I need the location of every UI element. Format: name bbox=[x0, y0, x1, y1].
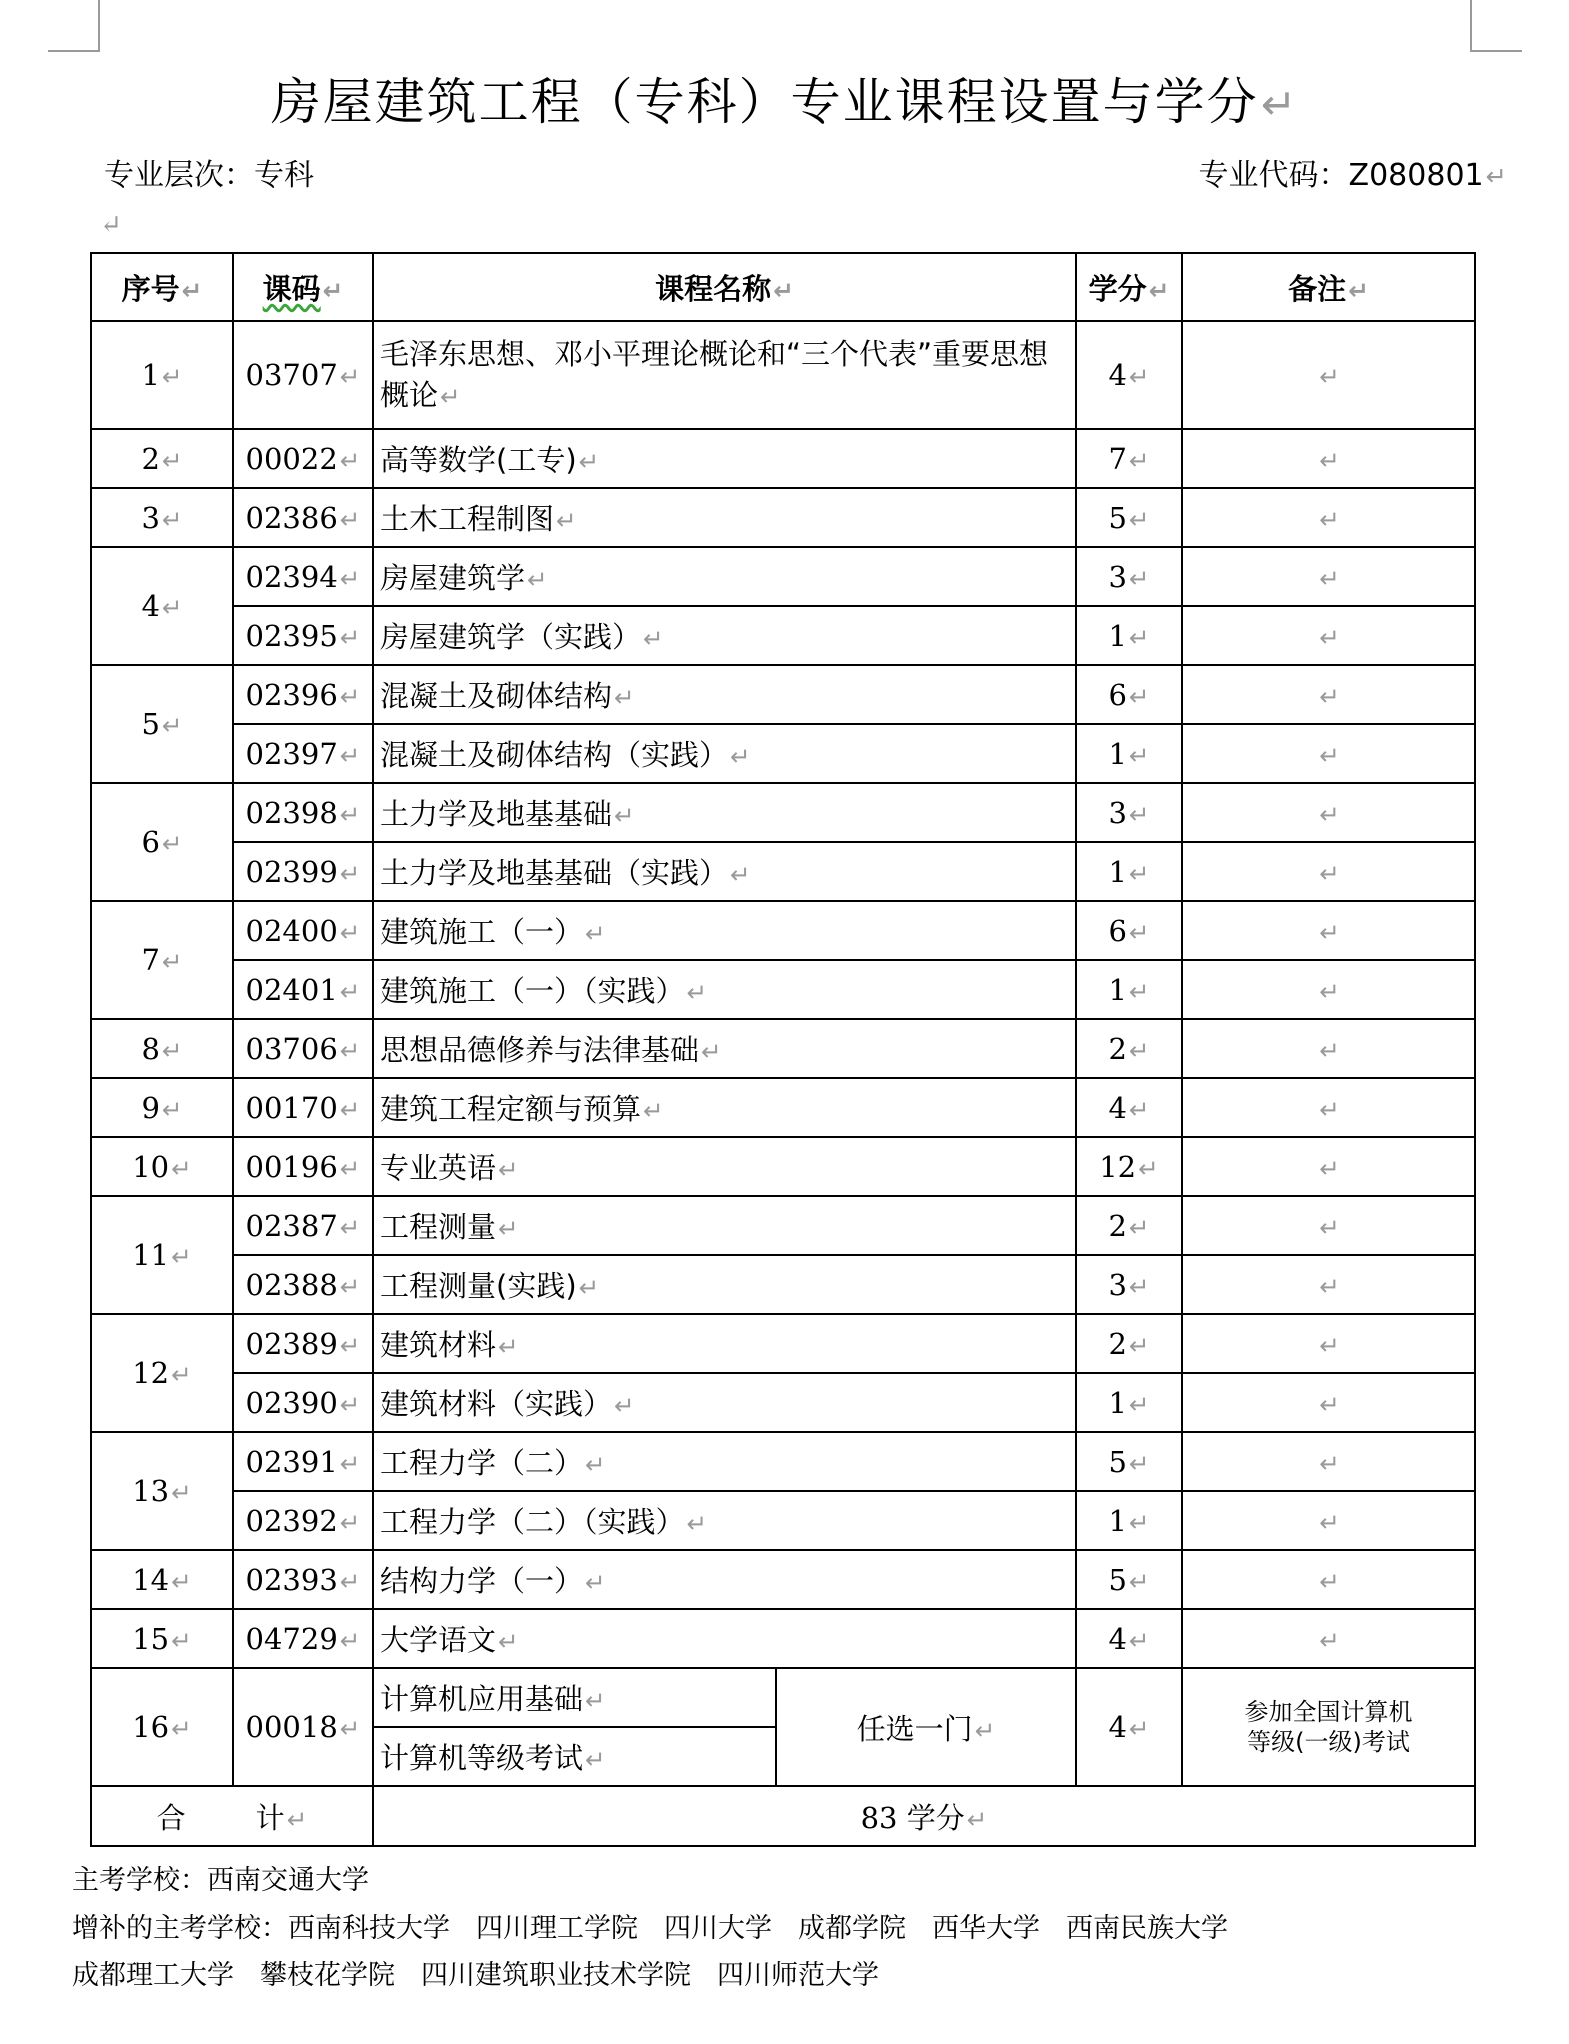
row-code: 04729↵ bbox=[233, 1609, 373, 1668]
row-seq: 4↵ bbox=[91, 547, 233, 665]
row-code: 02396↵ bbox=[233, 665, 373, 724]
row-course-name: 土木工程制图↵ bbox=[373, 488, 1076, 547]
row-credit: 5↵ bbox=[1076, 1432, 1182, 1491]
table-row bbox=[91, 1314, 1475, 1373]
row-code: 02400↵ bbox=[233, 901, 373, 960]
row-seq: 8↵ bbox=[91, 1019, 233, 1078]
row-choice: 任选一门↵ bbox=[776, 1668, 1076, 1786]
row-credit: 1↵ bbox=[1076, 724, 1182, 783]
table-row bbox=[91, 724, 1475, 783]
major-code: 专业代码：Z080801↵ bbox=[1198, 158, 1507, 193]
table-row bbox=[91, 901, 1475, 960]
paragraph-mark: ↵ bbox=[100, 210, 122, 240]
row-code: 02395↵ bbox=[233, 606, 373, 665]
row-code: 02394↵ bbox=[233, 547, 373, 606]
total-credits: 83 学分↵ bbox=[373, 1786, 1475, 1846]
row-credit: 4↵ bbox=[1076, 1609, 1182, 1668]
row-seq: 9↵ bbox=[91, 1078, 233, 1137]
row-code: 00018↵ bbox=[233, 1668, 373, 1786]
table-row bbox=[91, 1373, 1475, 1432]
row-course-name: 专业英语↵ bbox=[373, 1137, 1076, 1196]
page-corner-mark-right bbox=[1470, 0, 1522, 52]
row-credit: 2↵ bbox=[1076, 1196, 1182, 1255]
row-option-2: 计算机等级考试↵ bbox=[373, 1727, 776, 1786]
table-row bbox=[91, 1078, 1475, 1137]
row-remark: ↵ bbox=[1182, 960, 1475, 1019]
school-name: 四川建筑职业技术学院 bbox=[421, 1960, 691, 1991]
table-row bbox=[91, 1668, 1475, 1727]
row-course-name: 工程测量↵ bbox=[373, 1196, 1076, 1255]
row-seq: 15↵ bbox=[91, 1609, 233, 1668]
table-row bbox=[91, 1432, 1475, 1491]
header-seq: 序号↵ bbox=[91, 253, 233, 321]
row-course-name: 土力学及地基基础↵ bbox=[373, 783, 1076, 842]
row-seq: 6↵ bbox=[91, 783, 233, 901]
row-course-name: 思想品德修养与法律基础↵ bbox=[373, 1019, 1076, 1078]
row-credit: 6↵ bbox=[1076, 665, 1182, 724]
row-code: 02397↵ bbox=[233, 724, 373, 783]
school-name: 成都学院 bbox=[798, 1913, 906, 1944]
row-credit: 3↵ bbox=[1076, 1255, 1182, 1314]
row-code: 03707↵ bbox=[233, 321, 373, 429]
table-row bbox=[91, 606, 1475, 665]
school-name: 西南科技大学 bbox=[288, 1913, 450, 1944]
row-course-name: 建筑材料（实践）↵ bbox=[373, 1373, 1076, 1432]
table-row bbox=[91, 665, 1475, 724]
row-credit: 3↵ bbox=[1076, 547, 1182, 606]
row-course-name: 土力学及地基基础（实践）↵ bbox=[373, 842, 1076, 901]
row-course-name: 毛泽东思想、邓小平理论概论和“三个代表”重要思想概论↵ bbox=[373, 321, 1076, 429]
row-course-name: 工程力学（二）（实践）↵ bbox=[373, 1491, 1076, 1550]
row-seq: 7↵ bbox=[91, 901, 233, 1019]
row-code: 00022↵ bbox=[233, 429, 373, 488]
row-credit: 1↵ bbox=[1076, 1373, 1182, 1432]
table-total-row bbox=[91, 1786, 1475, 1846]
row-seq: 1↵ bbox=[91, 321, 233, 429]
school-name: 西华大学 bbox=[932, 1913, 1040, 1944]
row-course-name: 建筑施工（一）（实践）↵ bbox=[373, 960, 1076, 1019]
row-code: 02387↵ bbox=[233, 1196, 373, 1255]
row-code: 02398↵ bbox=[233, 783, 373, 842]
row-seq: 16↵ bbox=[91, 1668, 233, 1786]
table-row bbox=[91, 1019, 1475, 1078]
row-remark: ↵ bbox=[1182, 1609, 1475, 1668]
row-course-name: 大学语文↵ bbox=[373, 1609, 1076, 1668]
row-remark: ↵ bbox=[1182, 1137, 1475, 1196]
row-remark: ↵ bbox=[1182, 321, 1475, 429]
row-credit: 6↵ bbox=[1076, 901, 1182, 960]
row-credit: 4↵ bbox=[1076, 321, 1182, 429]
header-name: 课程名称↵ bbox=[373, 253, 1076, 321]
row-remark: ↵ bbox=[1182, 1432, 1475, 1491]
row-code: 03706↵ bbox=[233, 1019, 373, 1078]
table-row bbox=[91, 488, 1475, 547]
row-seq: 10↵ bbox=[91, 1137, 233, 1196]
row-credit: 1↵ bbox=[1076, 1491, 1182, 1550]
row-remark: ↵ bbox=[1182, 488, 1475, 547]
row-remark: ↵ bbox=[1182, 1255, 1475, 1314]
row-course-name: 建筑施工（一）↵ bbox=[373, 901, 1076, 960]
table-row bbox=[91, 960, 1475, 1019]
document-title: 房屋建筑工程（专科）专业课程设置与学分↵ bbox=[270, 73, 1299, 131]
row-course-name: 混凝土及砌体结构（实践）↵ bbox=[373, 724, 1076, 783]
row-credit: 5↵ bbox=[1076, 488, 1182, 547]
table-row bbox=[91, 1609, 1475, 1668]
row-code: 02390↵ bbox=[233, 1373, 373, 1432]
row-credit: 12↵ bbox=[1076, 1137, 1182, 1196]
row-code: 02401↵ bbox=[233, 960, 373, 1019]
row-option-1: 计算机应用基础↵ bbox=[373, 1668, 776, 1727]
added-schools-line2 bbox=[72, 1953, 905, 1992]
row-seq: 2↵ bbox=[91, 429, 233, 488]
row-remark: ↵ bbox=[1182, 901, 1475, 960]
row-code: 02389↵ bbox=[233, 1314, 373, 1373]
added-schools-line1: 增补的主考学校：西南科技大学 四川理工学院 四川大学 成都学院 西华大学 西南民族大学 bbox=[72, 1913, 1228, 1944]
row-credit: 7↵ bbox=[1076, 429, 1182, 488]
row-remark: ↵ bbox=[1182, 842, 1475, 901]
row-code: 00170↵ bbox=[233, 1078, 373, 1137]
row-remark: ↵ bbox=[1182, 606, 1475, 665]
row-code: 00196↵ bbox=[233, 1137, 373, 1196]
row-credit: 1↵ bbox=[1076, 606, 1182, 665]
row-remark: ↵ bbox=[1182, 1078, 1475, 1137]
row-code: 02391↵ bbox=[233, 1432, 373, 1491]
row-code: 02393↵ bbox=[233, 1550, 373, 1609]
row-credit: 2↵ bbox=[1076, 1019, 1182, 1078]
school-name: 四川大学 bbox=[664, 1913, 772, 1944]
row-remark: 参加全国计算机 等级(一级)考试 bbox=[1182, 1668, 1475, 1786]
row-seq: 12↵ bbox=[91, 1314, 233, 1432]
row-remark: ↵ bbox=[1182, 547, 1475, 606]
table-row bbox=[91, 429, 1475, 488]
row-credit: 4↵ bbox=[1076, 1078, 1182, 1137]
row-credit: 5↵ bbox=[1076, 1550, 1182, 1609]
row-remark: ↵ bbox=[1182, 1550, 1475, 1609]
school-name: 攀枝花学院 bbox=[260, 1960, 395, 1991]
row-credit: 1↵ bbox=[1076, 960, 1182, 1019]
row-course-name: 建筑工程定额与预算↵ bbox=[373, 1078, 1076, 1137]
header-credit: 学分↵ bbox=[1076, 253, 1182, 321]
row-credit: 2↵ bbox=[1076, 1314, 1182, 1373]
row-remark: ↵ bbox=[1182, 1314, 1475, 1373]
row-seq: 11↵ bbox=[91, 1196, 233, 1314]
row-course-name: 工程测量(实践)↵ bbox=[373, 1255, 1076, 1314]
row-course-name: 高等数学(工专)↵ bbox=[373, 429, 1076, 488]
row-course-name: 建筑材料↵ bbox=[373, 1314, 1076, 1373]
row-code: 02399↵ bbox=[233, 842, 373, 901]
row-remark: ↵ bbox=[1182, 1019, 1475, 1078]
row-credit: 1↵ bbox=[1076, 842, 1182, 901]
header-code: 课码↵ bbox=[233, 253, 373, 321]
row-remark: ↵ bbox=[1182, 665, 1475, 724]
school-name: 西南民族大学 bbox=[1066, 1913, 1228, 1944]
row-course-name: 工程力学（二）↵ bbox=[373, 1432, 1076, 1491]
row-course-name: 房屋建筑学↵ bbox=[373, 547, 1076, 606]
school-name: 成都理工大学 bbox=[72, 1960, 234, 1991]
table-row bbox=[91, 1255, 1475, 1314]
row-seq: 3↵ bbox=[91, 488, 233, 547]
table-row bbox=[91, 547, 1475, 606]
table-row bbox=[91, 1196, 1475, 1255]
page-corner-mark-left bbox=[48, 0, 100, 52]
row-remark: ↵ bbox=[1182, 1373, 1475, 1432]
row-credit: 4↵ bbox=[1076, 1668, 1182, 1786]
row-remark: ↵ bbox=[1182, 783, 1475, 842]
total-label: 合 计↵ bbox=[91, 1786, 373, 1846]
row-course-name: 混凝土及砌体结构↵ bbox=[373, 665, 1076, 724]
table-row bbox=[91, 1137, 1475, 1196]
row-seq: 14↵ bbox=[91, 1550, 233, 1609]
row-remark: ↵ bbox=[1182, 1491, 1475, 1550]
major-level: 专业层次：专科 bbox=[104, 158, 314, 193]
table-row bbox=[91, 321, 1475, 429]
school-name: 四川理工学院 bbox=[476, 1913, 638, 1944]
row-code: 02392↵ bbox=[233, 1491, 373, 1550]
row-course-name: 房屋建筑学（实践）↵ bbox=[373, 606, 1076, 665]
row-credit: 3↵ bbox=[1076, 783, 1182, 842]
row-code: 02388↵ bbox=[233, 1255, 373, 1314]
row-remark: ↵ bbox=[1182, 724, 1475, 783]
row-remark: ↵ bbox=[1182, 429, 1475, 488]
row-code: 02386↵ bbox=[233, 488, 373, 547]
table-row bbox=[91, 1550, 1475, 1609]
row-remark: ↵ bbox=[1182, 1196, 1475, 1255]
table-row bbox=[91, 783, 1475, 842]
header-remark: 备注↵ bbox=[1182, 253, 1475, 321]
table-row bbox=[91, 1491, 1475, 1550]
course-table bbox=[90, 252, 1476, 1847]
table-row bbox=[91, 842, 1475, 901]
school-name: 四川师范大学 bbox=[717, 1960, 879, 1991]
row-seq: 5↵ bbox=[91, 665, 233, 783]
row-seq: 13↵ bbox=[91, 1432, 233, 1550]
main-school: 主考学校：西南交通大学 bbox=[72, 1865, 369, 1896]
row-course-name: 结构力学（一）↵ bbox=[373, 1550, 1076, 1609]
table-header-row bbox=[91, 253, 1475, 321]
